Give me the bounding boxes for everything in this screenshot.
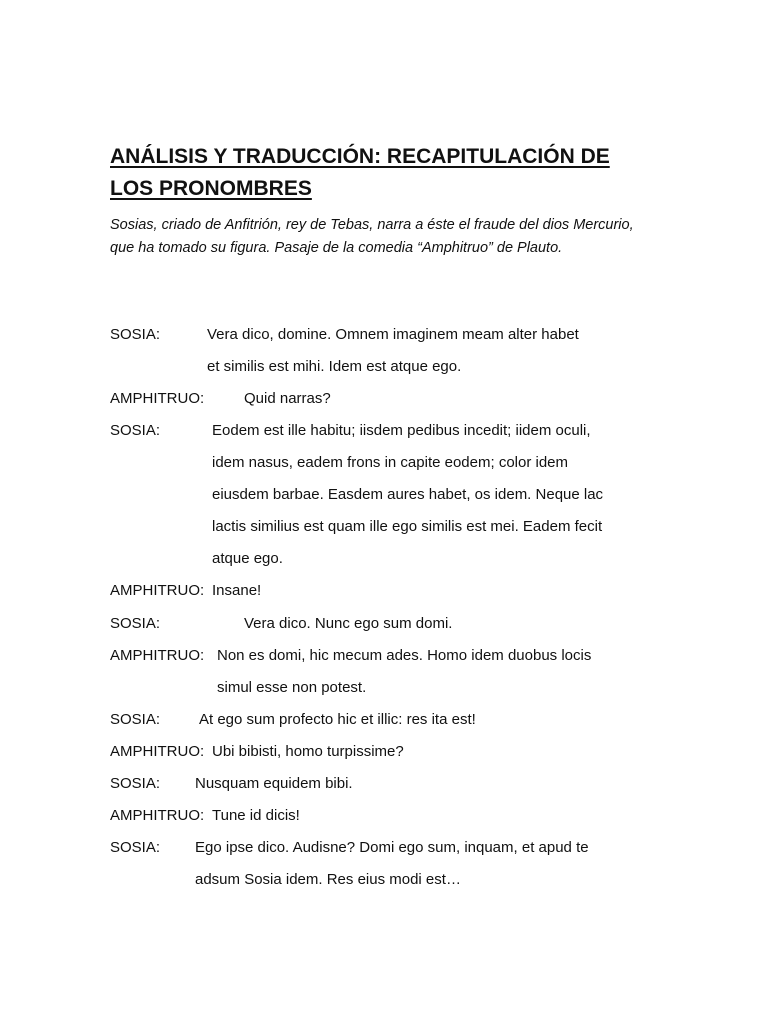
speaker-label: SOSIA:: [110, 422, 161, 439]
dialogue-text: et similis est mihi. Idem est atque ego.: [207, 358, 462, 375]
dialogue-text: lactis similius est quam ille ego similis est mei. Eadem fecit: [212, 518, 603, 535]
dialogue-text: Ubi bibisti, homo turpissime?: [212, 743, 404, 760]
dialogue-text: Insane!: [212, 582, 262, 599]
dialogue-text: idem nasus, eadem frons in capite eodem; color idem: [212, 454, 569, 471]
speaker-label: AMPHITRUO:: [110, 647, 205, 664]
dialogue-text: Tune id dicis!: [212, 807, 300, 824]
dialogue-text: eiusdem barbae. Easdem aures habet, os idem. Neque lac: [212, 486, 604, 503]
dialogue-text: Eodem est ille habitu; iisdem pedibus incedit; iidem oculi,: [212, 422, 591, 439]
speaker-label: SOSIA:: [110, 326, 161, 343]
dialogue-text: adsum Sosia idem. Res eius modi est…: [195, 871, 461, 888]
speaker-label: SOSIA:: [110, 839, 161, 856]
speaker-label: AMPHITRUO:: [110, 743, 205, 760]
dialogue-text: Quid narras?: [244, 390, 331, 407]
document-title: ANÁLISIS Y TRADUCCIÓN: RECAPITULACIÓN DE LOS PRONOMBRES: [110, 145, 610, 200]
speaker-label: SOSIA:: [110, 711, 161, 728]
dialogue-text: Ego ipse dico. Audisne? Domi ego sum, inquam, et apud te: [195, 839, 589, 856]
dialogue-text: Vera dico, domine. Omnem imaginem meam alter habet: [207, 326, 579, 343]
dialogue-text: At ego sum profecto hic et illic: res ita est!: [199, 711, 476, 728]
speaker-label: SOSIA:: [110, 775, 161, 792]
dialogue-text: atque ego.: [212, 550, 283, 567]
speaker-label: SOSIA:: [110, 615, 161, 632]
dialogue-text: Vera dico. Nunc ego sum domi.: [244, 615, 453, 632]
dialogue-text: Nusquam equidem bibi.: [195, 775, 353, 792]
dialogue-text: simul esse non potest.: [217, 679, 367, 696]
speaker-label: AMPHITRUO:: [110, 390, 205, 407]
intro-paragraph: Sosias, criado de Anfitrión, rey de Tebas, narra a éste el fraude del dios Mercurio, que ha tomado su figura. Pasaje de la comedia “Amphitruo” de Plauto.: [110, 217, 634, 256]
dialogue-text: Non es domi, hic mecum ades. Homo idem duobus locis: [217, 647, 592, 664]
speaker-label: AMPHITRUO:: [110, 807, 205, 824]
speaker-label: AMPHITRUO:: [110, 582, 205, 599]
